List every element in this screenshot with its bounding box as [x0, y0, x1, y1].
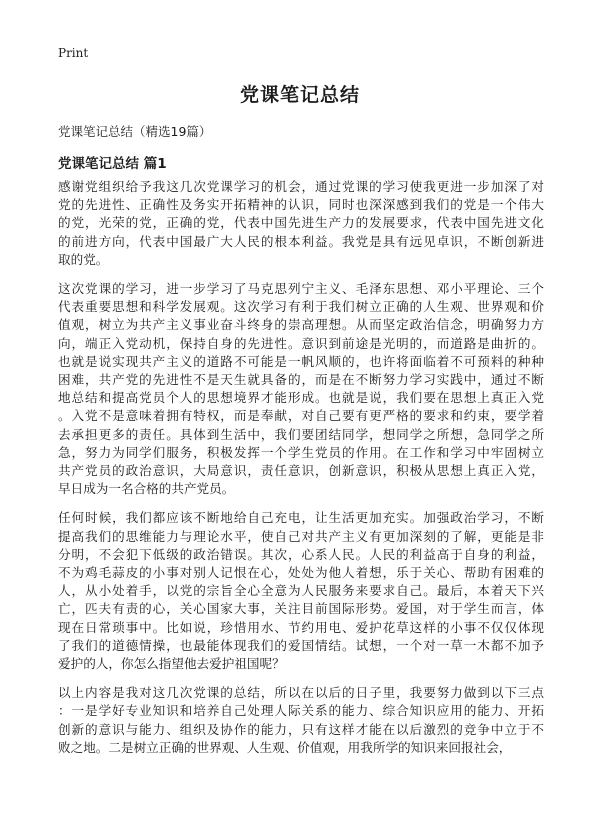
paragraph-line: 的前进方向，代表中国最广大人民的根本利益。我党是具有远见卓识，不断创新进: [58, 233, 544, 249]
paragraph: [58, 509, 544, 673]
paragraph-line: 困难，共产党的先进性不是天生就具备的，而是在不断努力学习实践中，通过不断: [58, 372, 544, 388]
paragraph-line: 去承担更多的责任。具体到生活中，我们要团结同学，想同学之所想，急同学之所: [58, 426, 544, 442]
paragraph: [58, 684, 544, 757]
section-heading: 党课笔记总结 篇1: [58, 156, 167, 172]
paragraph-line: 任何时候，我们都应该不断地给自己充电，让生活更加充实。加强政治学习，不断: [58, 510, 544, 526]
paragraph-line: 地总结和提高党员个人的思想境界才能形成。也就是说，我们要在思想上真正入党: [58, 390, 544, 406]
paragraph-line: 感谢党组织给予我这几次党课学习的机会，通过党课的学习使我更进一步加深了对: [58, 179, 544, 194]
paragraph-line: 人，从小处着手，以党的宗旨全心全意为人民服务来要求自己。最后，本着天下兴: [58, 583, 544, 599]
paragraph-line: 的党，光荣的党，正确的党，代表中国先进生产力的发展要求，代表中国先进文化: [58, 215, 544, 231]
paragraph-line: 分明，不会犯下低级的政治错误。其次，心系人民。人民的利益高于自身的利益，: [58, 546, 544, 562]
paragraph-line: 。入党不是意味着拥有特权，而是奉献，对自己要有更严格的要求和约束，要学着: [58, 408, 544, 424]
paragraph-line: 以上内容是我对这几次党课的总结，所以在以后的日子里，我要努力做到以下三点: [58, 685, 544, 701]
paragraph-line: 了我们的道德情操，也最能体现我们的爱国情结。试想，一个对一草一木都不加予: [58, 637, 544, 653]
paragraph-line: 爱护的人，你怎么指望他去爱护祖国呢？: [58, 656, 285, 672]
paragraph: [58, 280, 544, 498]
paragraph-line: 这次党课的学习，进一步学习了马克思列宁主义、毛泽东思想、邓小平理论、三个: [58, 281, 544, 297]
paragraph-line: 早日成为一名合格的共产党员。: [58, 481, 235, 497]
page-title: 党课笔记总结: [239, 84, 360, 106]
paragraph-line: 现在日常琐事中。比如说，珍惜用水、节约用电、爱护花草这样的小事不仅仅体现: [58, 619, 544, 635]
paragraph-line: 代表重要思想和科学发展观。这次学习有利于我们树立正确的人生观、世界观和价: [58, 299, 544, 315]
paragraph-line: 不为鸡毛蒜皮的小事对别人记恨在心，处处为他人着想，乐于关心、帮助有困难的: [58, 565, 544, 581]
paragraph-line: 值观，树立为共产主义事业奋斗终身的崇高理想。从而坚定政治信念，明确努力方: [58, 317, 544, 333]
paragraph-line: 也就是说实现共产主义的道路不可能是一帆风顺的，也许将面临着不可预料的种种: [58, 353, 544, 369]
paragraph-line: 亡，匹夫有责的心，关心国家大事，关注目前国际形势。爱国，对于学生而言，体: [58, 601, 544, 617]
paragraph-line: 共产党员的政治意识，大局意识，责任意识，创新意识，积极从思想上真正入党，: [58, 463, 544, 479]
paragraph: [58, 178, 544, 269]
paragraph-line: 取的党。: [58, 251, 109, 267]
paragraph-line: 败之地。二是树立正确的世界观、人生观、价值观，用我所学的知识来回报社会，: [58, 739, 512, 755]
paragraph-line: ：一是学好专业知识和培养自己处理人际关系的能力、综合知识应用的能力、开拓: [58, 703, 544, 719]
print-label: Print: [58, 46, 89, 60]
paragraph-line: 向，端正入党动机，保持自身的先进性。意识到前途是光明的，而道路是曲折的。: [58, 335, 544, 351]
paragraph-line: 急，努力为同学们服务，积极发挥一个学生党员的作用。在工作和学习中牢固树立: [58, 444, 544, 460]
paragraph-line: 提高我们的思维能力与理论水平，使自己对共产主义有更加深刻的了解，更能是非: [58, 528, 544, 544]
paragraph-line: 创新的意识与能力、组织及协作的能力，只有这样才能在以后激烈的竞争中立于不: [58, 721, 544, 737]
paragraph-line: 党的先进性、正确性及务实开拓精神的认识，同时也深深感到我们的党是一个伟大: [58, 197, 544, 213]
article-body: [58, 178, 544, 768]
document-subtitle: 党课笔记总结（精选19篇）: [58, 124, 212, 139]
